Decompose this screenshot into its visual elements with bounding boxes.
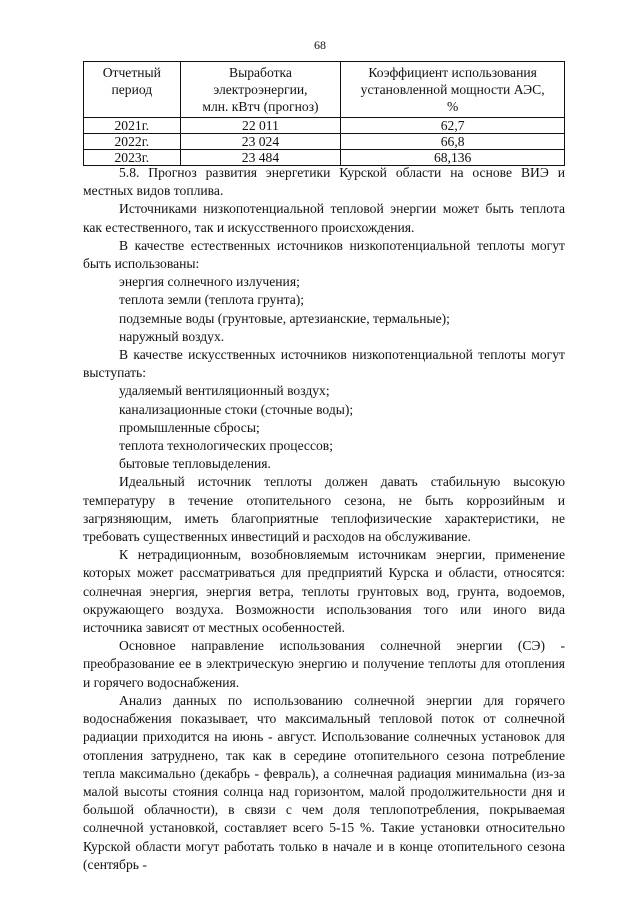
header-capacity-factor-label: Коэффициент использования установленной мощности АЭС, % <box>360 65 545 114</box>
list-item: подземные воды (грунтовые, артезианские, термальные); <box>119 310 450 326</box>
header-generation-label: Выработка электроэнергии, млн. кВтч (прогноз) <box>202 65 319 114</box>
cell-generation: 23 024 <box>180 134 341 150</box>
header-capacity-factor <box>341 62 565 118</box>
list-item: бытовые тепловыделения. <box>119 456 271 472</box>
header-generation <box>180 62 341 118</box>
cell-capacity-factor: 62,7 <box>341 118 565 134</box>
list-item: наружный воздух. <box>119 328 225 344</box>
cell-generation: 23 484 <box>180 150 341 166</box>
paragraph: Анализ данных по использованию солнечной энергии для горячего водоснабжения показывает, что максимальный тепловой поток от солнечной радиации приходится на июнь - август. Использование солнечных установок для отопления затруднено, так как в середине отопительного сезона потребление тепла максимально (декабрь - февраль), а солнечная радиация минимальна (из-за малой высоты стояния солнца над горизонтом, малой продолжительности дня и большой облачности), в связи с чем доля теплопотребления, покрываемая солнечной установкой, составляет всего 5-15 %. Такие установки относительно Курской области могут работать только в начале и в конце отопительного сезона (сентябрь - <box>83 692 565 872</box>
paragraph: Основное направление использования солнечной энергии (СЭ) - преобразование ее в электрическую энергию и получение теплоты для отопления и горячего водоснабжения. <box>83 638 565 690</box>
generation-table <box>83 61 565 166</box>
table-header-row <box>84 62 565 118</box>
list-item: теплота земли (теплота грунта); <box>119 292 305 308</box>
list-item: энергия солнечного излучения; <box>119 274 300 290</box>
paragraph: В качестве искусственных источников низкопотенциальной теплоты могут выступать: <box>83 347 565 381</box>
paragraph: Источниками низкопотенциальной тепловой энергии может быть теплота как естественного, так и искусственного происхождения. <box>83 201 565 235</box>
paragraph: К нетрадиционным, возобновляемым источникам энергии, применение которых может рассматриваться для предприятий Курска и области, относятся: солнечная энергия, энергия ветра, теплоты грунтовых вод, грунта, водоемов, окружающего воздуха. Возможности использования того или иного вида источника зависят от местных особенностей. <box>83 547 565 636</box>
header-period <box>84 62 181 118</box>
cell-generation: 22 011 <box>180 118 341 134</box>
body-text <box>83 164 565 874</box>
header-period-label: Отчетный период <box>102 65 161 97</box>
cell-capacity-factor: 66,8 <box>341 134 565 150</box>
cell-period: 2023г. <box>84 150 181 166</box>
paragraph: 5.8. Прогноз развития энергетики Курской области на основе ВИЭ и местных видов топлива. <box>83 165 565 199</box>
table-row <box>84 134 565 150</box>
list-item: теплота технологических процессов; <box>119 438 333 454</box>
cell-period: 2021г. <box>84 118 181 134</box>
page-number: 68 <box>314 38 326 52</box>
list-item: канализационные стоки (сточные воды); <box>119 401 354 417</box>
table-row <box>84 118 565 134</box>
cell-period: 2022г. <box>84 134 181 150</box>
list-item: удаляемый вентиляционный воздух; <box>119 383 330 399</box>
paragraph: В качестве естественных источников низкопотенциальной теплоты могут быть использованы: <box>83 237 565 272</box>
list-item: промышленные сбросы; <box>119 419 260 435</box>
cell-capacity-factor: 68,136 <box>341 150 565 166</box>
paragraph: Идеальный источник теплоты должен давать стабильную высокую температуру в течение отопительного сезона, не быть коррозийным и загрязняющим, иметь благоприятные теплофизические характеристики, не требовать существенных инвестиций и расходов на обслуживание. <box>83 474 565 545</box>
